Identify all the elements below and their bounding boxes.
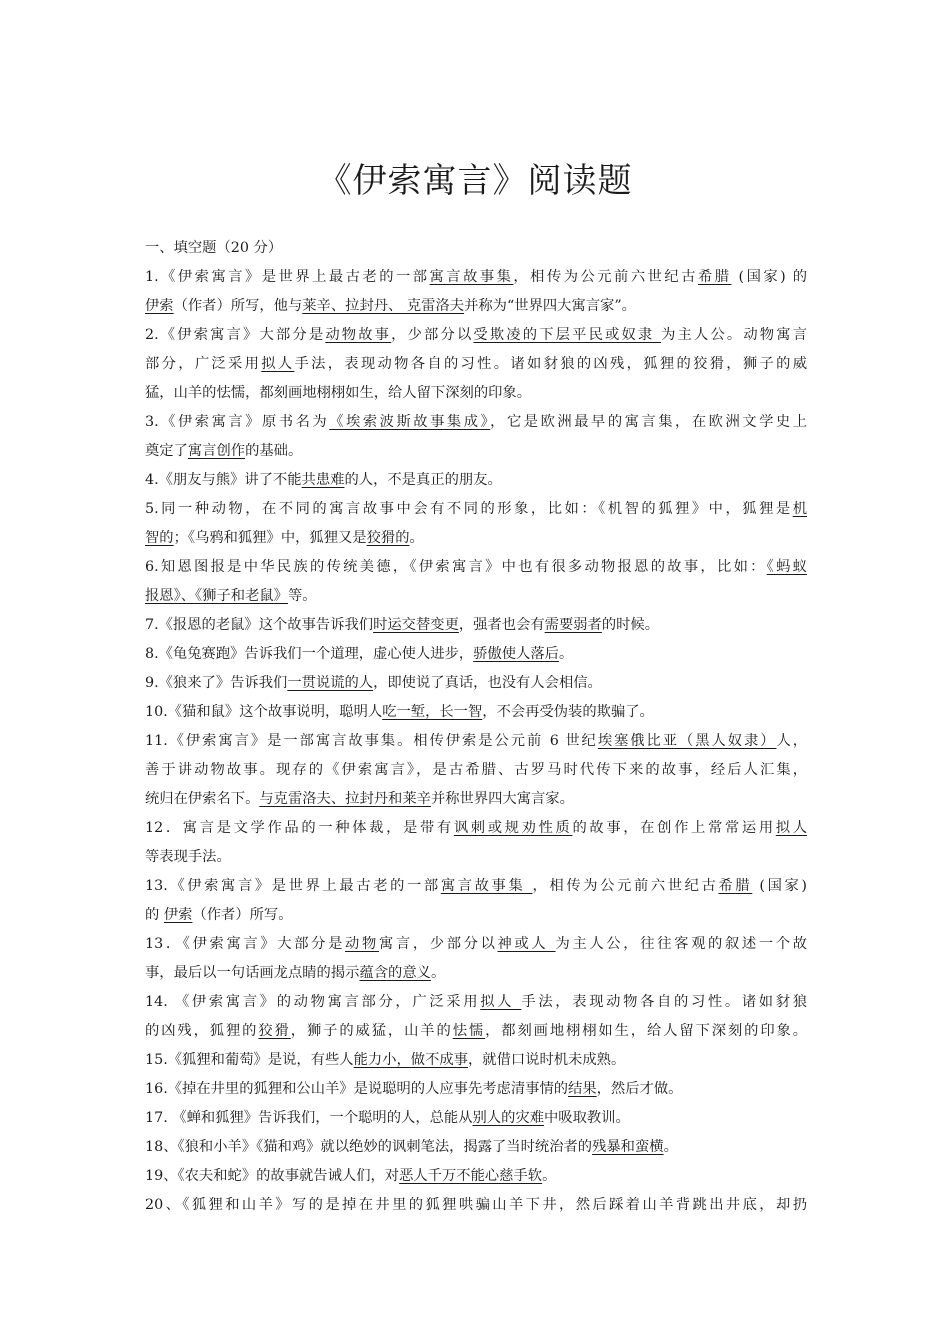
answer-text: 拟人 bbox=[261, 356, 295, 372]
question-text: 15.《狐狸和葡萄》是说，有些人 bbox=[145, 1052, 354, 1068]
question-text: 8.《龟兔赛跑》告诉我们一个道理，虚心使人进步， bbox=[145, 646, 474, 662]
text-line bbox=[145, 350, 807, 379]
answer-text: 伊索 bbox=[163, 907, 193, 923]
question-text: 19、《农夫和蛇》的故事就告诫人们，对 bbox=[145, 1168, 400, 1184]
answer-text: 能力小，做不成事 bbox=[353, 1052, 468, 1068]
answer-text: 希腊 bbox=[697, 269, 732, 285]
question-text: 4.《朋友与熊》讲了不能 bbox=[145, 472, 302, 488]
answer-text: 与克雷洛夫、拉封丹和莱辛 bbox=[259, 791, 431, 807]
text-line bbox=[145, 698, 807, 727]
question-text: 10.《猫和鼠》这个故事说明，聪明人 bbox=[145, 704, 383, 720]
question-text: 善于讲动物故事。现存的《伊索寓言》，是古希腊、古罗马时代传下来的故事，经后人汇集， bbox=[145, 762, 807, 778]
text-line bbox=[145, 901, 807, 930]
question-text: 。 bbox=[409, 530, 424, 546]
question-text: ，然后才做。 bbox=[596, 1081, 683, 1097]
question-text: ，强者也会有 bbox=[458, 617, 545, 633]
answer-text: 寓言创作 bbox=[187, 443, 246, 459]
question-text: ，不会再受伪装的欺骗了。 bbox=[482, 704, 654, 720]
answer-text: 莱辛、拉封丹、 克雷洛夫 bbox=[302, 298, 465, 314]
question-text: 等表现手法。 bbox=[145, 849, 231, 865]
answer-text: 《埃索波斯故事集成》 bbox=[329, 414, 491, 430]
question-text: 18、《狼和小羊》《猫和鸡》就以绝妙的讽刺笔法，揭露了当时统治者的 bbox=[145, 1139, 593, 1155]
question-text: 等。 bbox=[287, 588, 317, 604]
question-text: （作者）所写，他与 bbox=[173, 298, 303, 314]
text-line bbox=[145, 814, 807, 843]
text-line bbox=[145, 785, 807, 814]
text-line bbox=[145, 1075, 807, 1104]
question-text: ，它是欧洲最早的寓言集，在欧洲文学史上 bbox=[490, 414, 808, 430]
question-text: ，少部分以 bbox=[391, 327, 474, 343]
question-text: 2.《伊索寓言》大部分是 bbox=[145, 327, 326, 343]
answer-text: 恶人千万不能心慈手软 bbox=[399, 1168, 543, 1184]
answer-text: 埃塞俄比亚（黑人奴隶） bbox=[597, 733, 777, 749]
text-line bbox=[145, 843, 807, 872]
question-text: 部分，广泛采用 bbox=[145, 356, 262, 372]
question-text: 的凶残，狐狸的 bbox=[145, 1023, 259, 1039]
answer-text: 动物 bbox=[345, 936, 379, 952]
question-text: 人， bbox=[776, 733, 808, 749]
question-text: ，就借口说时机未成熟。 bbox=[467, 1052, 626, 1068]
answer-text: 讽刺或规劝性质 bbox=[453, 820, 573, 836]
question-text: 事，最后以一句话画龙点睛的揭示 bbox=[145, 965, 360, 981]
answer-text: 需要弱者 bbox=[544, 617, 602, 633]
answer-text: 寓言故事集 bbox=[440, 878, 533, 894]
question-text: ，都刻画地栩栩如生，给人留下深刻的印象。 bbox=[485, 1023, 808, 1039]
question-text: 7.《报恩的老鼠》这个故事告诉我们 bbox=[145, 617, 374, 633]
text-line bbox=[145, 1017, 807, 1046]
answer-text: 《蚂蚁 bbox=[766, 559, 807, 575]
question-text: 的基础。 bbox=[245, 443, 303, 459]
text-line bbox=[145, 611, 807, 640]
question-text: 一、填空题（20 分） bbox=[145, 240, 283, 256]
text-line bbox=[145, 872, 807, 901]
answer-text: 蕴含的意义 bbox=[359, 965, 431, 981]
question-text: 猛，山羊的怯懦，都刻画地栩栩如生，给人留下深刻的印象。 bbox=[145, 385, 532, 401]
question-text: ，狮子的威猛，山羊的 bbox=[290, 1023, 453, 1039]
document-body bbox=[145, 234, 807, 1220]
question-text: 为主人公。动物寓言 bbox=[661, 327, 808, 343]
text-line bbox=[145, 234, 807, 263]
question-text: 并称为“世界四大寓言家”。 bbox=[464, 298, 636, 314]
question-text: 20、《狐狸和山羊》写的是掉在井里的狐狸哄骗山羊下井，然后踩着山羊背跳出井底，却扔 bbox=[145, 1197, 807, 1213]
question-text: (国家) bbox=[752, 878, 808, 894]
question-text: 17. 《蝉和狐狸》告诉我们，一个聪明的人，总能从 bbox=[145, 1110, 473, 1126]
text-line bbox=[145, 553, 807, 582]
question-text: 13．《伊索寓言》大部分是 bbox=[145, 936, 346, 952]
page-title: 《伊索寓言》阅读题 bbox=[317, 160, 633, 201]
question-text: 。 bbox=[542, 1168, 557, 1184]
answer-text: 共患难 bbox=[301, 472, 345, 488]
answer-text: 残暴和蛮横 bbox=[592, 1139, 664, 1155]
text-line bbox=[145, 379, 807, 408]
answer-text: 寓言故事集 bbox=[429, 269, 514, 285]
answer-text: 伊索 bbox=[145, 298, 174, 314]
answer-text: 希腊 bbox=[718, 878, 753, 894]
question-text: 手法，表现动物各自的习性。诸如豺狼的凶残，狐狸的狡猾，狮子的威 bbox=[294, 356, 808, 372]
text-line bbox=[145, 437, 807, 466]
answer-text: 结果 bbox=[568, 1081, 597, 1097]
answer-text: 报恩》、《狮子和老鼠》 bbox=[145, 588, 288, 604]
answer-text: 动物故事 bbox=[325, 327, 392, 343]
text-line bbox=[145, 669, 807, 698]
question-text: 并称世界四大寓言家。 bbox=[430, 791, 574, 807]
question-text: ；《乌鸦和狐狸》中，狐狸又是 bbox=[173, 530, 367, 546]
answer-text: 时运交替变更 bbox=[373, 617, 459, 633]
question-text: 统归在伊索名下。 bbox=[145, 791, 260, 807]
answer-text: 骄傲使人落后 bbox=[473, 646, 559, 662]
text-line bbox=[145, 756, 807, 785]
question-text: ，即使说了真话，也没有人会相信。 bbox=[373, 675, 602, 691]
question-text: 6.知恩图报是中华民族的传统美德，《伊索寓言》中也有很多动物报恩的故事，比如： bbox=[145, 559, 767, 575]
question-text: 的人，不是真正的朋友。 bbox=[344, 472, 502, 488]
text-line bbox=[145, 988, 807, 1017]
question-text: 16.《掉在井里的狐狸和公山羊》是说聪明的人应事先考虑清事情的 bbox=[145, 1081, 569, 1097]
text-line bbox=[145, 1104, 807, 1133]
answer-text: 智的 bbox=[145, 530, 174, 546]
question-text: 3.《伊索寓言》原书名为 bbox=[145, 414, 330, 430]
answer-text: 吃一堑，长一智 bbox=[382, 704, 483, 720]
answer-text: 一贯说谎的人 bbox=[287, 675, 374, 691]
question-text: 14. 《伊索寓言》的动物寓言部分，广泛采用 bbox=[145, 994, 481, 1010]
answer-text: 神或人 bbox=[497, 936, 556, 952]
text-line bbox=[145, 1046, 807, 1075]
question-text: 1.《伊索寓言》是世界上最古老的一部 bbox=[145, 269, 430, 285]
text-line bbox=[145, 727, 807, 756]
question-text: ，相传为公元前六世纪古 bbox=[513, 269, 698, 285]
answer-text: 狡猾 bbox=[258, 1023, 291, 1039]
question-text: ，相传为公元前六世纪古 bbox=[532, 878, 719, 894]
question-text: （作者）所写。 bbox=[192, 907, 293, 923]
question-text: 为主人公，往往客观的叙述一个故 bbox=[555, 936, 808, 952]
text-line bbox=[145, 640, 807, 669]
text-line bbox=[145, 1162, 807, 1191]
question-text: 。 bbox=[558, 646, 574, 662]
question-text: 奠定了 bbox=[145, 443, 188, 459]
question-text: 的时候。 bbox=[601, 617, 660, 633]
text-line bbox=[145, 408, 807, 437]
question-text: 的 bbox=[145, 907, 164, 923]
answer-text: 狡猾的 bbox=[366, 530, 410, 546]
text-line bbox=[145, 263, 807, 292]
answer-text: 拟人 bbox=[480, 994, 522, 1010]
text-line bbox=[145, 959, 807, 988]
question-text: 。 bbox=[430, 965, 446, 981]
text-line bbox=[145, 466, 807, 495]
question-text: 5.同一种动物，在不同的寓言故事中会有不同的形象，比如：《机智的狐狸》中，狐狸是 bbox=[145, 501, 793, 517]
question-text: 中吸取教训。 bbox=[544, 1110, 630, 1126]
answer-text: 拟人 bbox=[775, 820, 808, 836]
text-line bbox=[145, 495, 807, 524]
answer-text: 机 bbox=[792, 501, 807, 517]
question-text: 12．寓言是文学作品的一种体裁，是带有 bbox=[145, 820, 454, 836]
answer-text: 受欺凌的下层平民或奴隶 bbox=[473, 327, 662, 343]
question-text: 的故事，在创作上常常运用 bbox=[572, 820, 776, 836]
text-line bbox=[145, 524, 807, 553]
answer-text: 怯懦 bbox=[452, 1023, 486, 1039]
question-text: 手法，表现动物各自的习性。诸如豺狼 bbox=[521, 994, 808, 1010]
text-line bbox=[145, 1191, 807, 1220]
text-line bbox=[145, 321, 807, 350]
text-line bbox=[145, 292, 807, 321]
question-text: 。 bbox=[663, 1139, 678, 1155]
text-line bbox=[145, 1133, 807, 1162]
text-line bbox=[145, 930, 807, 959]
answer-text: 别人的灾难 bbox=[472, 1110, 544, 1126]
question-text: 11.《伊索寓言》是一部寓言故事集。相传伊索是公元前 6 世纪 bbox=[145, 733, 598, 749]
text-line bbox=[145, 582, 807, 611]
question-text: 13.《伊索寓言》是世界上最古老的一部 bbox=[145, 878, 441, 894]
question-text: 9.《狼来了》告诉我们 bbox=[145, 675, 288, 691]
question-text: (国家) 的 bbox=[731, 269, 808, 285]
question-text: 寓言，少部分以 bbox=[378, 936, 498, 952]
